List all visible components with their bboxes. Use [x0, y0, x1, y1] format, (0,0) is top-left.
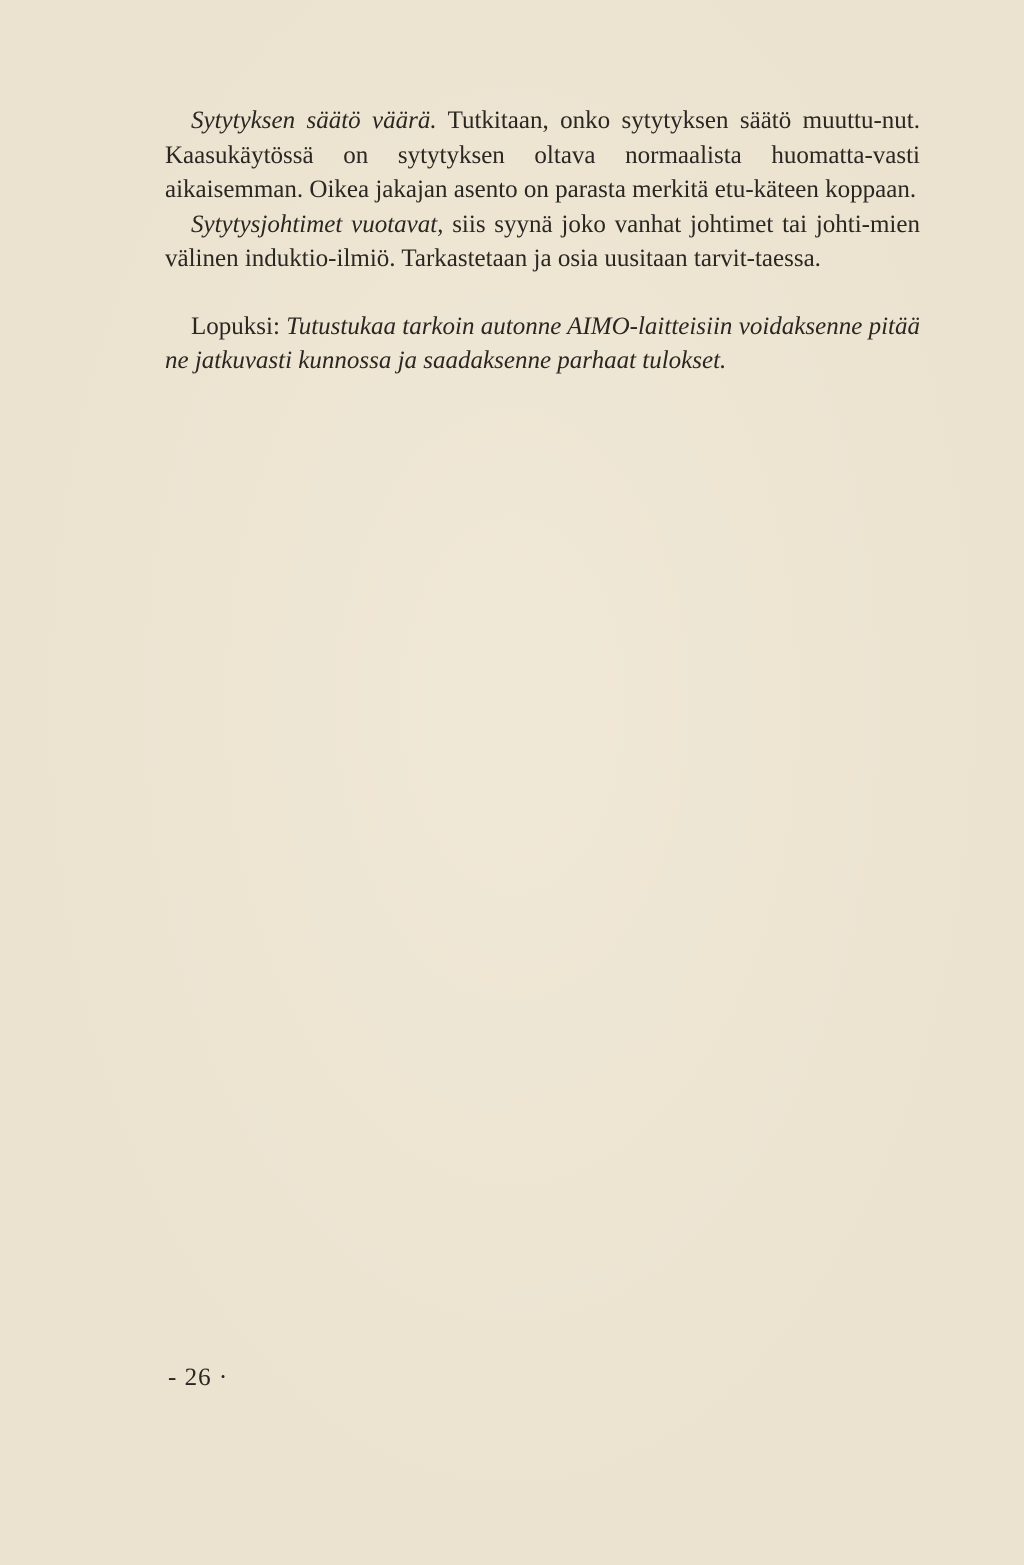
closing-text: Tutustukaa tarkoin autonne AIMO-laitteisiin voidaksenne pitää ne jatkuvasti kunnossa ja saadaksenne parhaat tulokset.: [165, 312, 920, 374]
page-number: - 26 ·: [168, 1364, 229, 1391]
paragraph-body: siis syynä joko vanhat johtimet tai johti-mien välinen induktio-ilmiö. Tarkastetaan ja osia uusitaan tarvit-taessa.: [165, 210, 920, 272]
paragraph-body: Tutkitaan, onko sytytyksen säätö muuttu-nut. Kaasukäytössä on sytytyksen oltava normaalista huomatta-vasti aikaisemman. Oikea jakajan asento on parasta merkitä etu-käteen koppaan.: [165, 107, 920, 203]
paragraph-closing: [165, 310, 920, 379]
paragraph-lead: Sytytysjohtimet vuotavat,: [191, 210, 444, 238]
paragraph-ignition-leads: [165, 208, 920, 277]
body-text: [165, 104, 920, 379]
paragraph-lead: Sytytyksen säätö väärä.: [191, 107, 437, 134]
paragraph-ignition-timing: [165, 104, 920, 208]
closing-label: Lopuksi:: [191, 312, 280, 340]
